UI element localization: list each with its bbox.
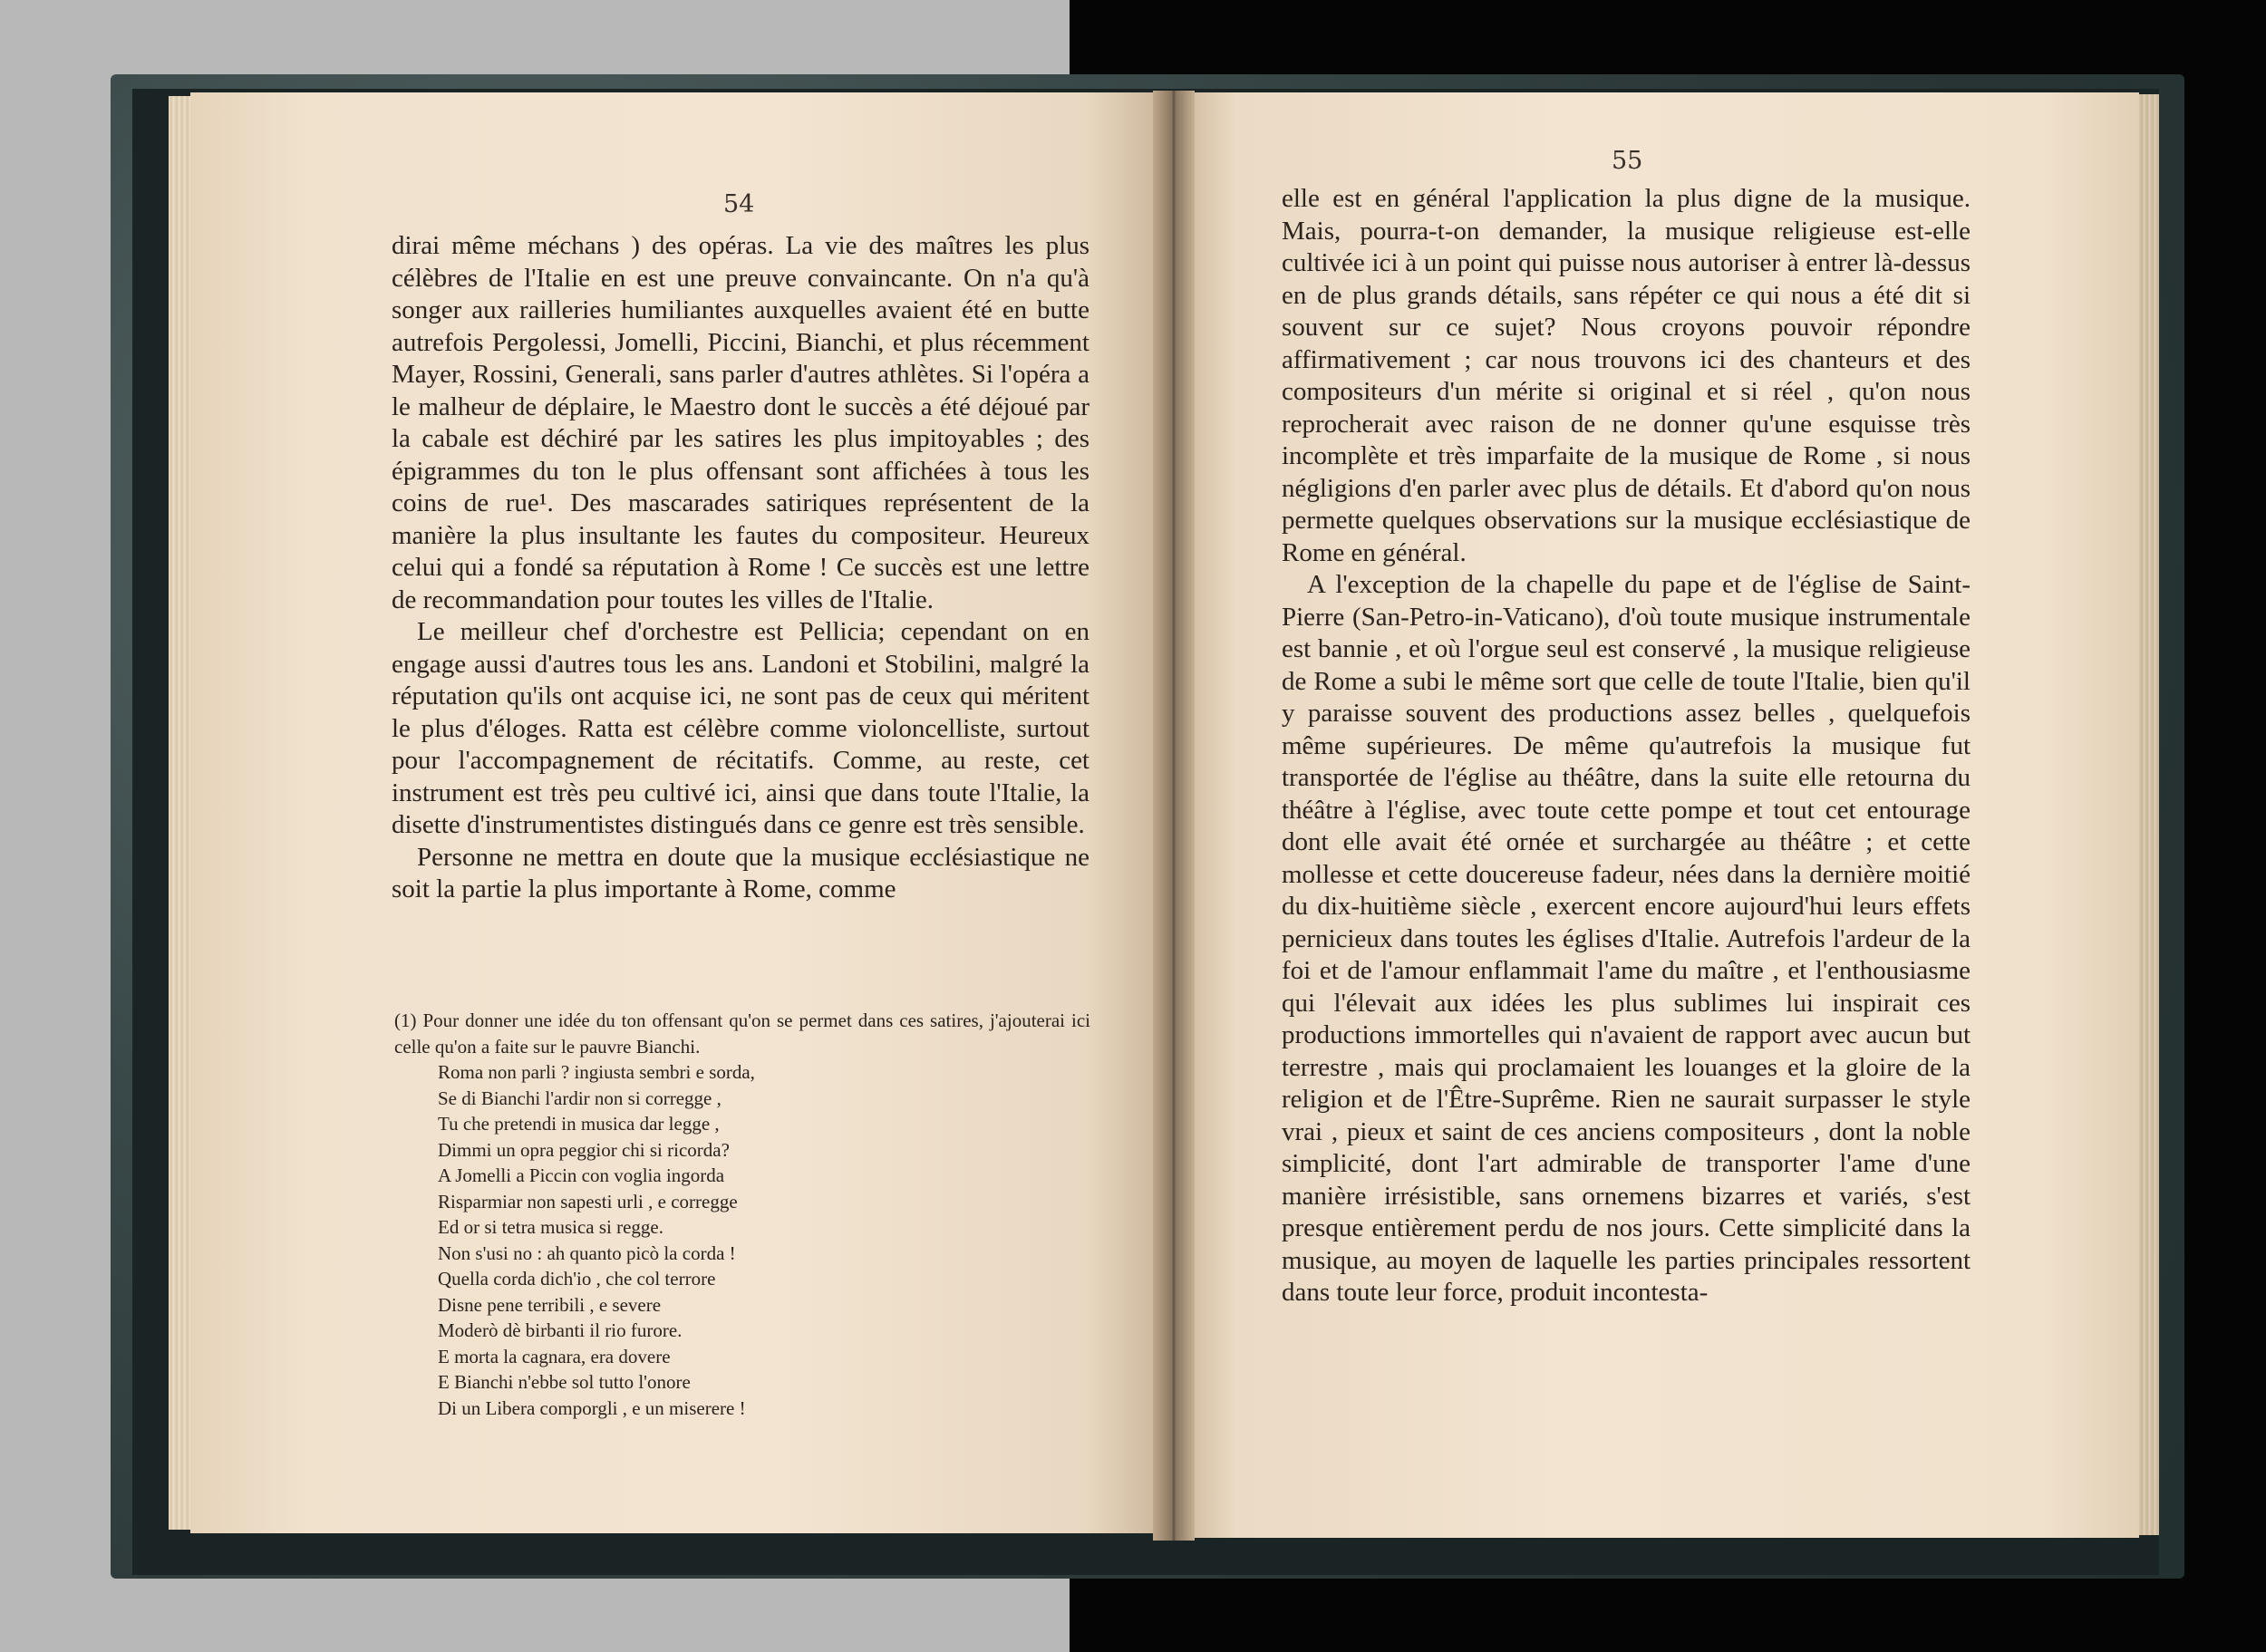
paragraph: A l'exception de la chapelle du pape et de l'église de Saint-Pierre (San-Petro-in-Vaticano), d'où toute musique instrumentale est bannie , et où l'orgue seul est conservé , la musique religieuse de Rome a subi le même sort que celle de toute l'Italie, bien qu'il y paraisse souvent des productions assez belles , quelquefois même supérieures. De même qu'autrefois la musique fut transportée de l'église au théâtre, dans la suite elle retourna du théâtre à l'église, avec toute cette pompe et tout cet entourage dont elle avait été ornée et surchargée au théâtre ; et cette mollesse et cette doucereuse fadeur, nées dans la dernière moitié du dix-huitième siècle , exercent encore aujourd'hui leurs effets pernicieux dans toutes les églises d'Italie. Autrefois l'ardeur de la foi et de l'amour enflammait l'ame du maître , et l'enthousiasme qui l'élevait aux idées les plus sublimes lui inspirait ces productions immortelles qui n'avaient de rapport avec aucun but terrestre , mais qui proclamaient les louanges et la gloire de la religion et de l'Être-Suprême. Rien ne saurait surpasser le style vrai , pieux et saint de ces anciens compositeurs , dont la noble simplicité, dont l'art admirable de transporter l'ame d'une manière irrésistible, sans ornemens bizarres et variés, s'est presque entièrement perdu de nos jours. Cette simplicité dans la musique, au moyen de laquelle les parties principales ressortent dans toute leur force, produit incontesta- <box>1282 570 1971 1307</box>
book-gutter <box>1153 91 1195 1541</box>
right-page-body <box>1282 183 1971 1309</box>
footnote-intro: (1) Pour donner une idée du ton offensant qu'on se permet dans ces satires, j'ajouterai ici celle qu'on a faite sur le pauvre Bianchi. <box>394 1010 1090 1058</box>
paragraph: dirai même méchans ) des opéras. La vie des maîtres les plus célèbres de l'Italie en est une preuve convaincante. On n'a qu'à songer aux railleries humiliantes auxquelles avaient été en butte autrefois Pergolessi, Jomelli, Piccini, Bianchi, et plus récemment Mayer, Rossini, Generali, sans parler d'autres athlètes. Si l'opéra a le malheur de déplaire, le Maestro dont le succès a été déjoué par la cabale est déchiré par les satires les plus impitoyables ; des épigrammes du ton le plus offensant sont affichées à tous les coins de rue¹. Des mascarades satiriques représentent de la manière la plus insultante les fautes du compositeur. Heureux celui qui a fondé sa réputation à Rome ! Ce succès est une lettre de recommandation pour toutes les villes de l'Italie. <box>392 231 1089 614</box>
poem-line: Disne pene terribili , e severe <box>438 1293 662 1316</box>
poem-line: Roma non parli ? ingiusta sembri e sorda, <box>438 1061 755 1083</box>
paragraph: elle est en général l'application la plus digne de la musique. Mais, pourra-t-on demander, la musique religieuse est-elle cultivée ici à un point qui puisse nous autoriser à entrer là-dessus en de plus grands détails, sans répéter ce qui nous a été dit si souvent sur ce sujet? Nous croyons pouvoir répondre affirmativement ; car nous trouvons ici des chanteurs et des compositeurs d'un mérite si original et si réel , qu'on nous reprocherait avec raison de ne donner qu'une esquisse très incomplète et très imparfaite de la musique de Rome , si nous négligions d'en parler avec plus de détails. Et d'abord qu'on nous permette quelques observations sur la musique ecclésiastique de Rome en général. <box>1282 184 1971 567</box>
paragraph: Le meilleur chef d'orchestre est Pellicia; cependant on en engage aussi d'autres tous les ans. Landoni et Stobilini, malgré la réputation qu'ils ont acquise ici, ne sont pas de ceux qui méritent le plus d'éloges. Ratta est célèbre comme violoncelliste, surtout pour l'accompagnement de récitatifs. Comme, au reste, cet instrument est très peu cultivé ici, ainsi que dans toute l'Italie, la disette d'instrumentistes distingués dans ce genre est très sensible. <box>392 617 1089 839</box>
poem-line: A Jomelli a Piccin con voglia ingorda <box>438 1164 725 1186</box>
left-page <box>190 92 1163 1533</box>
poem-line: Tu che pretendi in musica dar legge , <box>438 1113 720 1135</box>
poem-line: Se di Bianchi l'ardir non si corregge , <box>438 1087 721 1109</box>
page-number-left: 54 <box>723 190 755 218</box>
footnote-poem <box>438 1059 1090 1421</box>
footnote <box>394 1008 1090 1421</box>
poem-line: Dimmi un opra peggior chi si ricorda? <box>438 1138 730 1161</box>
poem-line: Moderò dè birbanti il rio furore. <box>438 1319 683 1341</box>
poem-line: Ed or si tetra musica si regge. <box>438 1216 664 1238</box>
paragraph: Personne ne mettra en doute que la musique ecclésiastique ne soit la partie la plus importante à Rome, comme <box>392 842 1089 903</box>
right-page <box>1178 92 2139 1538</box>
poem-line: Risparmiar non sapesti urli , e corregge <box>438 1190 738 1212</box>
poem-line: E Bianchi n'ebbe sol tutto l'onore <box>438 1371 691 1393</box>
poem-line: Quella corda dich'io , che col terrore <box>438 1268 716 1290</box>
poem-line: Non s'usi no : ah quanto picò la corda ! <box>438 1241 736 1264</box>
page-number-right: 55 <box>1612 147 1643 175</box>
poem-line: Di un Libera comporgli , e un miserere ! <box>438 1396 746 1419</box>
left-page-body <box>392 230 1089 906</box>
poem-line: E morta la cagnara, era dovere <box>438 1345 671 1367</box>
